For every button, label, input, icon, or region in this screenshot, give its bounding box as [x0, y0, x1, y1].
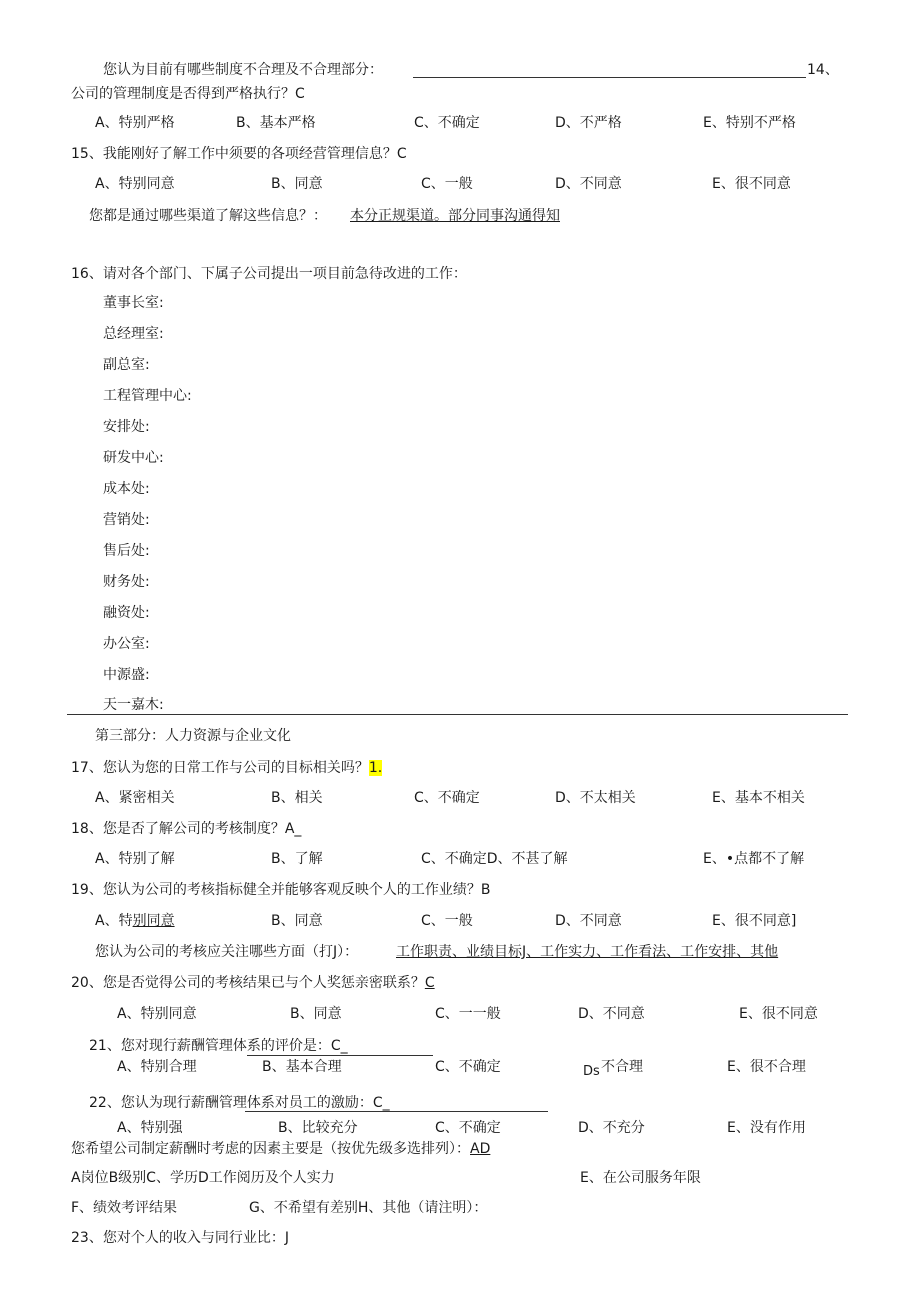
q16-dept: 中源盛: [103, 667, 150, 683]
q13-answer-line [413, 77, 806, 78]
q15-option-b: B、同意 [271, 176, 323, 192]
q20-answer: C [424, 975, 435, 991]
q21-option-b: B、基本合理 [262, 1059, 342, 1075]
q21-option-d-letter: Ds [583, 1064, 600, 1079]
q22-factors-prompt [71, 1139, 490, 1159]
q19-option-c: C、一般 [421, 913, 473, 929]
q19-option-a [95, 911, 175, 931]
q19-option-e: E、很不同意] [712, 913, 797, 929]
q17-option-d: D、不太相关 [555, 790, 636, 806]
q15-option-e: E、很不同意 [712, 176, 791, 192]
q20-option-a: A、特别同意 [117, 1006, 197, 1022]
q17-prompt-text: 17、您认为您的日常工作与公司的目标相关吗？ [71, 760, 369, 776]
q16-dept: 工程管理中心: [103, 388, 192, 404]
q18-option-b: B、了解 [271, 851, 323, 867]
q20-prompt-text: 20、您是否觉得公司的考核结果已与个人奖惩亲密联系？ [71, 975, 425, 991]
q22-factors-line1: A岗位B级别C、学历D工作阅历及个人实力 [71, 1170, 335, 1186]
q20-option-b: B、同意 [290, 1006, 342, 1022]
q22-option-e: E、没有作用 [727, 1120, 806, 1136]
q21-prompt: 21、您对现行薪酬管理体系的评价是：C_ [89, 1038, 348, 1054]
q17-option-a: A、紧密相关 [95, 790, 175, 806]
section3-title: 第三部分：人力资源与企业文化 [95, 728, 291, 744]
q18-prompt: 18、您是否了解公司的考核制度？A_ [71, 821, 302, 837]
q23-prompt: 23、您对个人的收入与同行业比：J [71, 1230, 289, 1246]
q16-dept: 安排处: [103, 419, 150, 435]
q21-option-e: E、很不合理 [727, 1059, 806, 1075]
q19-focus-answer: 工作职责、业绩目标J、工作实力、工作看法、工作安排、其他 [396, 944, 779, 960]
q18-option-a: A、特别了解 [95, 851, 175, 867]
q14-option-c: C、不确定 [414, 115, 480, 131]
q22-factors-e: E、在公司服务年限 [580, 1170, 701, 1186]
q14-option-e: E、特别不严格 [703, 115, 796, 131]
q16-dept: 总经理室: [103, 326, 164, 342]
q19-option-b: B、同意 [271, 913, 323, 929]
q14-option-a: A、特别严格 [95, 115, 175, 131]
q16-dept: 天一嘉木: [103, 697, 164, 713]
q16-dept: 财务处: [103, 574, 150, 590]
q20-option-c: C、一一般 [435, 1006, 501, 1022]
q21-option-a: A、特别合理 [117, 1059, 197, 1075]
q16-dept: 成本处: [103, 481, 150, 497]
q22-option-b: B、比较充分 [278, 1120, 358, 1136]
q14-option-b: B、基本严格 [236, 115, 316, 131]
q16-dept: 办公室: [103, 636, 150, 652]
q22-factors-gh: G、不希望有差别H、其他（请注明）： [249, 1200, 488, 1216]
q19-option-d: D、不同意 [555, 913, 622, 929]
q21-answer-line [247, 1055, 433, 1056]
q17-option-b: B、相关 [271, 790, 323, 806]
q18-option-e: E、•点都不了解 [703, 851, 805, 867]
q16-dept: 营销处: [103, 512, 150, 528]
q17-answer: 1. [368, 760, 383, 776]
q19-prompt: 19、您认为公司的考核指标健全并能够客观反映个人的工作业绩？B [71, 882, 491, 898]
q16-dept: 副总室: [103, 357, 150, 373]
q22-answer-line [245, 1111, 548, 1112]
q16-dept: 董事长室: [103, 295, 164, 311]
q22-factors-prompt-text: 您希望公司制定薪酬时考虑的因素主要是（按优先级多选排列）： [71, 1141, 470, 1157]
q18-option-cd: C、不确定D、不甚了解 [421, 851, 568, 867]
q14-option-d: D、不严格 [555, 115, 622, 131]
q17-prompt [71, 758, 382, 778]
q19-focus-prompt: 您认为公司的考核应关注哪些方面（打J）： [95, 944, 359, 960]
q20-prompt [71, 973, 435, 993]
q22-option-d: D、不充分 [578, 1120, 645, 1136]
q15-option-c: C、一般 [421, 176, 473, 192]
q22-prompt: 22、您认为现行薪酬管理体系对员工的激励：C_ [89, 1095, 390, 1111]
q22-factors-f: F、绩效考评结果 [71, 1200, 178, 1216]
q17-option-c: C、不确定 [414, 790, 480, 806]
q16-dept: 融资处: [103, 605, 150, 621]
q21-option-d: 不合理 [601, 1059, 643, 1075]
q22-option-c: C、不确定 [435, 1120, 501, 1136]
q13-prompt: 您认为目前有哪些制度不合理及不合理部分： [103, 62, 383, 78]
q15-option-a: A、特别同意 [95, 176, 175, 192]
q14-prompt: 公司的管理制度是否得到严格执行？C [71, 86, 305, 102]
q17-option-e: E、基本不相关 [712, 790, 805, 806]
q15-option-d: D、不同意 [555, 176, 622, 192]
q20-option-e: E、很不同意 [739, 1006, 818, 1022]
q19-option-a-underlined: 别同意 [132, 913, 175, 929]
q14-number: 14、 [807, 62, 839, 78]
q22-option-a: A、特别强 [117, 1120, 183, 1136]
q15-prompt: 15、我能刚好了解工作中须要的各项经营管理信息？C [71, 146, 407, 162]
q22-factors-answer: AD [470, 1141, 491, 1157]
q15-channels-answer: 本分正规渠道。部分同事沟通得知 [350, 208, 560, 224]
q16-dept: 售后处: [103, 543, 150, 559]
q21-option-c: C、不确定 [435, 1059, 501, 1075]
q15-channels-prompt: 您都是通过哪些渠道了解这些信息？： [89, 208, 327, 224]
q19-option-a-prefix: A、特 [95, 913, 133, 929]
q20-option-d: D、不同意 [578, 1006, 645, 1022]
section-divider [67, 714, 848, 715]
q16-prompt: 16、请对各个部门、下属子公司提出一项目前急待改进的工作： [71, 266, 467, 282]
q16-dept: 研发中心: [103, 450, 164, 466]
